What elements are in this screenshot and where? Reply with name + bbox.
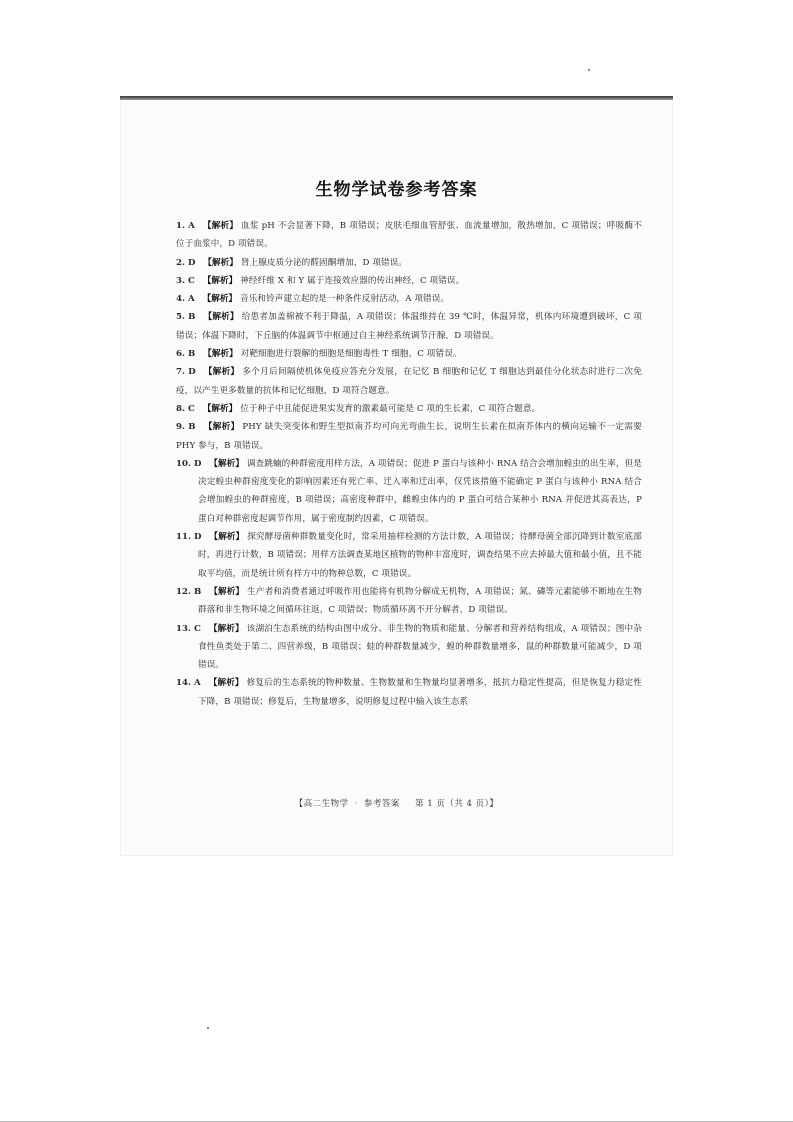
answer-number: 8. C (176, 403, 195, 414)
answer-text: 探究酵母菌种群数量变化时，常采用抽样检测的方法计数，A 项错误；待酵母菌全部沉降到计数室底部时，再进行计数，B 项错误；用样方法调查某地区植物的物种丰富度时，调查结果不应去掉最大值和最小值，且不能取平均值，而是统计所有样方中的物种总数，C 项错误。 (198, 532, 642, 579)
answer-number: 2. D (176, 257, 196, 268)
answer-number: 4. A (176, 294, 195, 305)
answer-text: 给患者加盖棉被不利于降温，A 项错误；体温维持在 39 ℃时，体温异常，机体内环境遭到破坏，C 项错误；体温下降时，下丘脑的体温调节中枢通过自主神经系统调节汗腺，D 项错误。 (176, 312, 642, 341)
answer-number: 9. B (176, 422, 196, 433)
answer-text: 血浆 pH 不会显著下降，B 项错误；皮肤毛细血管舒张、血流量增加，散热增加，C 项错误；呼吸酶不位于血浆中，D 项错误。 (176, 221, 642, 250)
answer-tag: 【解析】 (208, 623, 244, 634)
answer-text: 位于种子中且能促进果实发育的激素最可能是 C 项的生长素，C 项符合题意。 (240, 403, 541, 414)
answer-text: 对靶细胞进行裂解的细胞是细胞毒性 T 细胞，C 项错误。 (240, 349, 462, 360)
footer-gap (406, 799, 409, 809)
answer-tag: 【解析】 (203, 257, 238, 268)
answer-tag: 【解析】 (203, 367, 240, 378)
answer-text: 调查跳蝻的种群密度用样方法，A 项错误；促进 P 蛋白与该种小 RNA 结合会增加蝗虫的出生率，但是决定蝗虫种群密度变化的影响因素还有死亡率、迁入率和迁出率，仅凭该措施不能确定 P 蛋白与该种小 RNA 结合会增加蝗虫的种群密度，B 项错误；高密度种群中，雌蝗虫体内的 P 蛋白可结合某种小 RNA 并促进其高表达，P 蛋白对种群密度起调节作用，属于密度制约因素，C 项错误。 (198, 458, 642, 524)
answer-item-14 (176, 674, 642, 711)
answer-text: 肾上腺皮质分泌的醛固酮增加，D 项错误。 (240, 257, 408, 268)
page-title: 生物学试卷参考答案 (315, 180, 478, 200)
scanned-page (120, 96, 673, 856)
answer-item-3 (176, 272, 642, 290)
answer-item-6 (176, 345, 642, 363)
scan-speck (588, 69, 590, 71)
footer-label: 参考答案 (363, 799, 400, 809)
scan-speck (207, 1027, 209, 1029)
answer-tag: 【解析】 (202, 275, 238, 286)
answer-item-2 (176, 254, 642, 272)
answer-tag: 【解析】 (203, 349, 238, 360)
answer-item-10 (176, 455, 642, 528)
answer-text: 音乐和铃声建立起的是一种条件反射活动，A 项错误。 (240, 294, 450, 305)
answer-tag: 【解析】 (209, 532, 245, 543)
answer-item-5 (176, 308, 642, 345)
answer-item-7 (176, 363, 642, 400)
answer-text: 神经纤维 X 和 Y 属于连接效应器的传出神经，C 项错误。 (240, 275, 465, 286)
answer-tag: 【解析】 (203, 422, 240, 433)
answer-number: 3. C (176, 275, 195, 286)
answer-item-11 (176, 528, 642, 583)
answer-item-12 (176, 583, 642, 620)
answer-list (176, 217, 642, 711)
footer-subject: 【高二生物学 (294, 799, 349, 809)
answer-text: 修复后的生态系统的物种数量、生物数量和生物量均显著增多，抵抗力稳定性提高，但是恢复力稳定性下降，B 项错误；修复后，生物量增多，说明修复过程中输入该生态系 (198, 678, 642, 707)
answer-tag: 【解析】 (203, 312, 239, 323)
answer-number: 14. A (176, 678, 201, 689)
answer-tag: 【解析】 (202, 294, 238, 305)
answer-item-13 (176, 620, 642, 675)
answer-tag: 【解析】 (209, 458, 244, 469)
answer-number: 11. D (176, 532, 202, 543)
answer-number: 5. B (176, 312, 196, 323)
answer-tag: 【解析】 (202, 221, 238, 231)
answer-tag: 【解析】 (202, 403, 238, 414)
answer-text: 多个月后间隔使机体免疫应答充分发展，在记忆 B 细胞和记忆 T 细胞达到最佳分化状态时进行二次免疫，以产生更多数量的抗体和记忆细胞，D 项符合题意。 (176, 367, 642, 396)
answer-text: 生产者和消费者通过呼吸作用也能将有机物分解成无机物，A 项错误；氮、磷等元素能够不断地在生物群落和非生物环境之间循环往返，C 项错误；物质循环离不开分解者，D 项错误。 (198, 586, 642, 616)
page-footer (120, 797, 673, 809)
answer-item-8 (176, 400, 642, 418)
answer-item-9 (176, 418, 642, 455)
footer-page-number: 第 1 页（共 4 页）】 (415, 799, 499, 809)
answer-item-1 (176, 217, 642, 254)
answer-text: PHY 缺失突变体和野生型拟南芥均可向光弯曲生长，说明生长素在拟南芥体内的横向运输不一定需要 PHY 参与，B 项错误。 (176, 422, 642, 451)
footer-separator: · (354, 799, 358, 809)
answer-number: 10. D (176, 458, 202, 469)
answer-number: 13. C (176, 623, 201, 634)
answer-number: 6. B (176, 349, 196, 360)
answer-number: 12. B (176, 586, 202, 597)
answer-item-4 (176, 290, 642, 308)
answer-number: 7. D (176, 367, 196, 378)
answer-tag: 【解析】 (208, 678, 244, 689)
answer-text: 该湖泊生态系统的结构由图中成分、非生物的物质和能量、分解者和营养结构组成，A 项错误；图中杂食性鱼类处于第二、四营养级，B 项错误；蛙的种群数量减少，蝗的种群数量增多，鼠的种群数量可能减少，D 项错误。 (198, 623, 642, 671)
answer-tag: 【解析】 (209, 586, 245, 597)
answer-number: 1. A (176, 221, 195, 231)
